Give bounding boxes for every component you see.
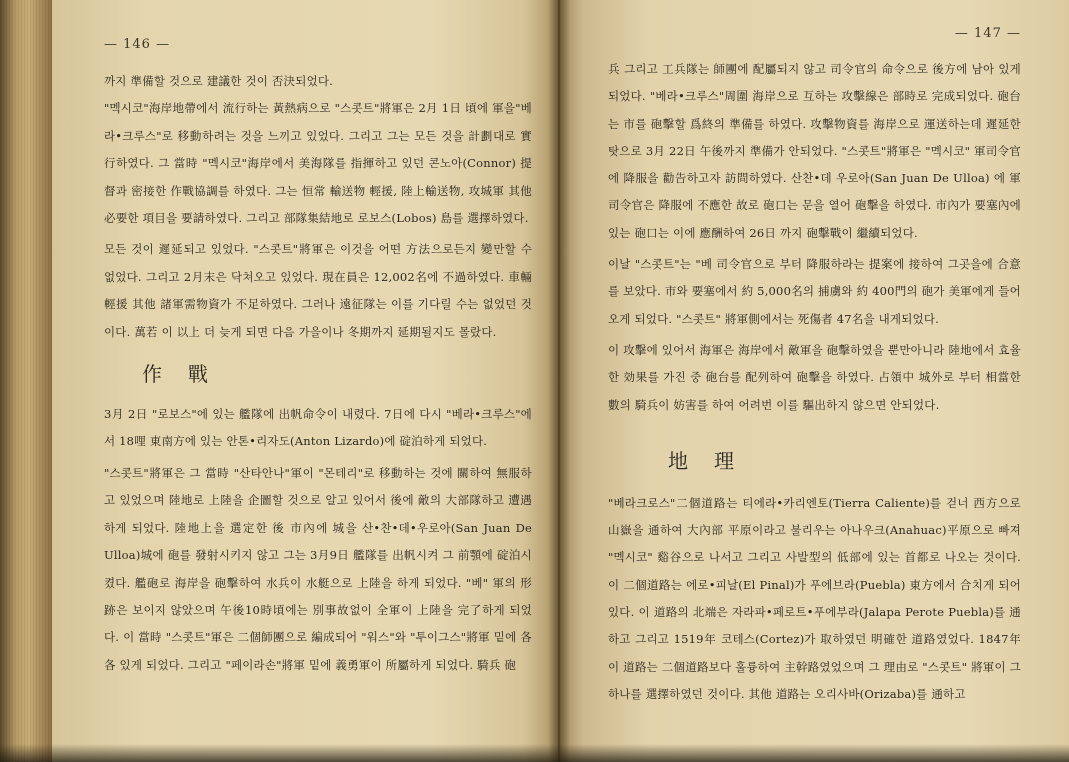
left-body-lower — [104, 401, 532, 679]
left-paragraph: 모든 것이 遲延되고 있었다. "스콧트"將軍은 이것을 어떤 方法으로든지 變만할 수 없었다. 그리고 2月末은 닥쳐오고 있었다. 現在員은 12,002名에 不過하였다. 車輛 輕援 其他 諸軍需物資가 不足하였다. 그러나 遠征隊는 이를 기다릴 수는 없었던 것이다. 萬若 이 以上 더 늦게 되면 다음 가을이나 冬期까지 延期될지도 몰랐다. — [104, 242, 532, 339]
right-page — [558, 0, 1069, 762]
right-paragraph: 이날 "스콧트"는 "베 司令官으로 부터 降服하라는 提案에 接하여 그곳을에 合意를 보았다. 市와 要塞에서 約 5,000名의 捕虜와 約 400門의 砲가 美軍에게 들어 오게 되었다. "스콧트" 將軍側에서는 死傷者 47名을 내게되었다. — [608, 257, 1021, 326]
right-paragraph: 이 攻擊에 있어서 海軍은 海岸에서 敵軍을 砲擊하였을 뿐만아니라 陸地에서 효율한 効果를 가진 중 砲台를 配列하여 砲擊을 하였다. 占領中 城外로 부터 相當한 數의 騎兵이 妨害를 하여 어려번 이를 驅出하지 않으면 안되었다. — [608, 342, 1021, 412]
right-body-upper — [608, 56, 1021, 419]
bottom-shadow — [0, 744, 1069, 762]
left-paragraph: "스콧트"將軍은 그 當時 "산타안나"軍이 "몬테리"로 移動하는 것에 關하여 無服하고 있었으며 陸地로 上陸을 企圖할 것으로 알고 있어서 後에 敵의 大部隊하고 遭遇하게 되었다. 陸地上을 選定한 後 市內에 城을 산•찬•데•우로아(San Juan De Ulloa)城에 砲를 發射시키지 않고 그는 3月9日 艦隊를 出帆시켜 그 前顎에 碇泊시켰다. 艦砲로 海岸을 砲擊하여 水兵이 水艇으로 上陸을 하게 되었다. "베" 軍의 形跡은 보이지 않았으며 午後10時頃에는 別事故없이 全軍이 上陸을 完了하게 되었다. 이 當時 "스콧트"軍은 二個師團으로 編成되어 "워스"와 "투이그스"將軍 밑에 各各 있게 되었다. 그리고 "페이라손"將軍 밑에 義勇軍이 所屬하게 되었다. 騎兵 砲 — [104, 465, 532, 672]
right-paragraph: 兵 그리고 工兵隊는 師團에 配屬되지 않고 司令官의 命令으로 後方에 남아 있게 되었다. "베라•크루스"周圍 海岸으로 互하는 攻擊線은 部時로 完成되었다. 砲台는 市를 砲擊할 爲終의 準備를 하였다. 攻擊物資를 海岸으로 運送하는데 遲延한 탓으로 3月 22日 午後까지 準備가 안되었다. "스콧트"將軍은 "멕시코" 軍司令官에 降服을 勸告하고자 訪問하였다. 산찬•데 우로아(San Juan De Ulloa) 에 軍司令官은 降服에 不應한 故로 砲口는 문을 열어 砲擊을 하였다. 市內가 要塞內에 있는 砲口는 이에 應酬하여 26日 까지 砲擊戰이 繼續되었다. — [608, 62, 1021, 240]
left-paragraph: 3月 2日 "로보스"에 있는 艦隊에 出帆命令이 내렸다. 7日에 다시 "베라•크루스"에서 18哩 東南方에 있는 안톤•리자도(Anton Lizardo)에 碇泊하게 되었다. — [104, 407, 532, 449]
left-paragraph: "멕시코"海岸地帶에서 流行하는 黃熱病으로 "스콧트"將軍은 2月 1日 頃에 軍을"베라•크루스"로 移動하려는 것을 느끼고 있었다. 그리고 그는 모든 것을 計劃대로 實行하였다. 그 當時 "멕시코"海岸에서 美海隊를 指揮하고 있던 콘노아(Connor) 提督과 密接한 作戰協調를 하였다. 그는 恒常 輸送物 輕援, 陸上輸送物, 攻城軍 其他 必要한 項目을 要請하였다. 그리고 部隊集結地로 로보스(Lobos) 島를 選擇하였다. — [104, 101, 532, 226]
left-page-number: — 146 — — [104, 37, 171, 52]
left-page — [52, 0, 558, 762]
left-body-upper — [104, 68, 532, 346]
book-gutter-shadow — [548, 0, 570, 762]
section-heading-geography: 地理 — [668, 448, 760, 473]
section-heading-operations: 作戰 — [142, 362, 234, 387]
right-body-lower — [608, 490, 1021, 708]
right-paragraph: "베라크로스"二個道路는 티에라•카리엔토(Tierra Caliente)를 걷너 西方으로 山嶽을 通하여 大內部 平原이라고 불리우는 아나우크(Anahuac)平原으로 빠져 "멕시코" 谿谷으로 나서고 그리고 사발型의 低部에 있는 首都로 나오는 것이다. 이 二個道路는 에로•피날(El Pinal)가 푸에브라(Puebla) 東方에서 合치게 되어 있다. 이 道路의 北端은 자라파•페로트•푸에부라(Jalapa Perote Puebla)를 通하고 그리고 1519年 코테스(Cortez)가 取하였던 明確한 道路였었다. 1847年 이 道路는 二個道路보다 훌륭하여 主幹路였었으며 그 理由로 "스콧트" 將軍이 그하나를 選擇하였던 것이다. 其他 道路는 오리사바(Orizaba)를 通하고 — [608, 495, 1021, 701]
left-paragraph: 까지 準備할 것으로 建議한 것이 否決되었다. — [104, 74, 334, 88]
right-page-number: — 147 — — [954, 26, 1021, 41]
book-page-edges — [0, 0, 52, 762]
